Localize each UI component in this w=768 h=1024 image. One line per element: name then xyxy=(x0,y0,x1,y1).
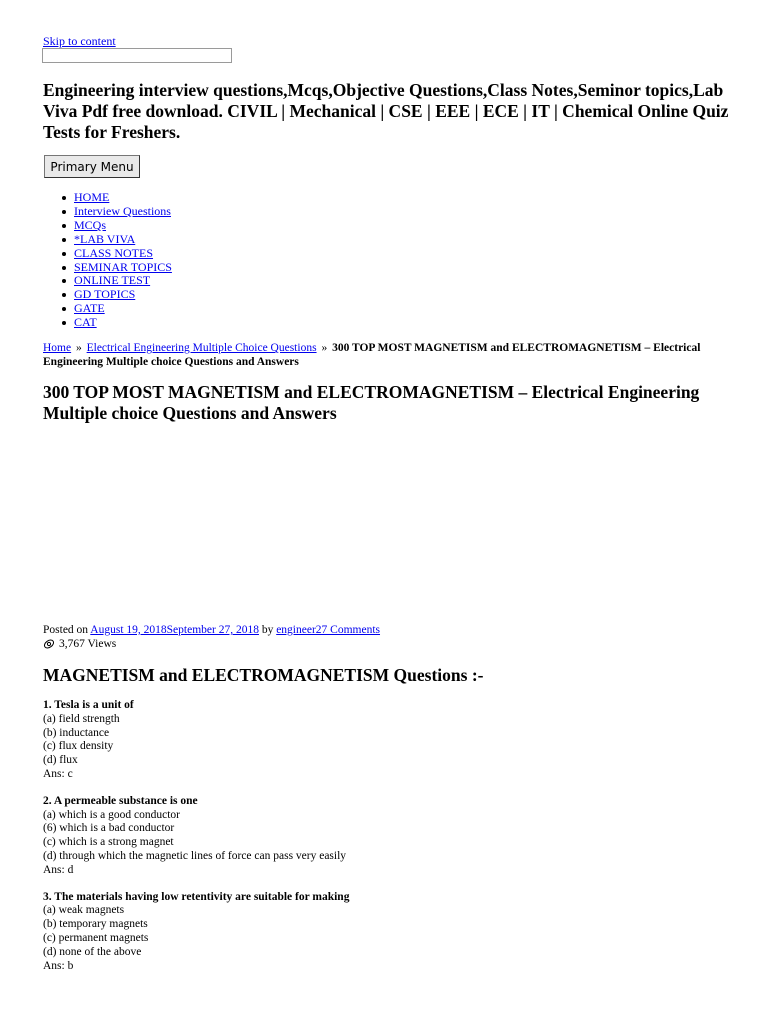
breadcrumb xyxy=(43,341,723,369)
answer: Ans: c xyxy=(43,767,73,780)
nav-link-online-test[interactable]: ONLINE TEST xyxy=(74,273,151,288)
search-input[interactable] xyxy=(42,48,232,63)
option-d: (d) none of the above xyxy=(43,945,142,958)
breadcrumb-separator: » xyxy=(321,342,328,354)
nav-item-cat xyxy=(74,316,172,330)
breadcrumb-category-link[interactable]: Electrical Engineering Multiple Choice Questions xyxy=(86,342,317,354)
skip-to-content-link[interactable]: Skip to content xyxy=(43,34,116,48)
option-c: (c) which is a strong magnet xyxy=(43,836,174,849)
primary-nav xyxy=(74,191,172,330)
nav-link-class-notes[interactable]: CLASS NOTES xyxy=(74,245,154,260)
nav-item-home xyxy=(74,191,172,205)
question-text: 2. A permeable substance is one xyxy=(43,794,198,807)
nav-link-interview-questions[interactable]: Interview Questions xyxy=(74,203,171,218)
option-c: (c) flux density xyxy=(43,740,114,753)
primary-menu-button[interactable]: Primary Menu xyxy=(44,155,140,178)
option-b: (b) temporary magnets xyxy=(43,918,148,931)
post-title: 300 TOP MOST MAGNETISM and ELECTROMAGNETISM – Electrical Engineering Multiple choice Questions and Answers xyxy=(43,382,700,423)
breadcrumb-separator: » xyxy=(75,342,82,354)
option-c: (c) permanent magnets xyxy=(43,931,149,944)
eye-icon xyxy=(43,638,55,650)
option-a: (a) which is a good conductor xyxy=(43,808,181,821)
option-b: (6) which is a bad conductor xyxy=(43,822,175,835)
nav-link-seminar-topics[interactable]: SEMINAR TOPICS xyxy=(74,259,172,274)
by-label: by xyxy=(261,624,274,636)
option-a: (a) weak magnets xyxy=(43,904,125,917)
option-a: (a) field strength xyxy=(43,712,120,725)
nav-item-class-notes xyxy=(74,247,172,261)
nav-link-mcqs[interactable]: MCQs xyxy=(74,217,107,232)
answer: Ans: b xyxy=(43,959,74,972)
answer: Ans: d xyxy=(43,863,74,876)
views-count: 3,767 Views xyxy=(59,638,117,650)
question-list xyxy=(43,699,723,986)
nav-item-mcqs xyxy=(74,219,172,233)
section-heading: MAGNETISM and ELECTROMAGNETISM Questions :- xyxy=(43,665,484,685)
nav-item-seminar-topics xyxy=(74,261,172,275)
question-text: 1. Tesla is a unit of xyxy=(43,699,134,711)
nav-link-cat[interactable]: CAT xyxy=(74,315,97,330)
site-title: Engineering interview questions,Mcqs,Objective Questions,Class Notes,Seminor topics,Lab Viva Pdf free download. CIVIL | Mechanical | CSE | EEE | ECE | IT | Chemical Online Quiz Tests for Freshers. xyxy=(43,80,729,142)
option-b: (b) inductance xyxy=(43,726,110,739)
nav-item-online-test xyxy=(74,274,172,288)
nav-item-gate xyxy=(74,302,172,316)
views-counter xyxy=(43,637,116,651)
question-item xyxy=(43,699,723,782)
post-date-link[interactable]: August 19, 2018September 27, 2018 xyxy=(90,624,259,636)
question-item xyxy=(43,795,723,878)
question-item xyxy=(43,891,723,974)
author-comments-link[interactable]: engineer27 Comments xyxy=(276,624,381,636)
nav-item-interview-questions xyxy=(74,205,172,219)
question-text: 3. The materials having low retentivity are suitable for making xyxy=(43,890,350,903)
nav-link-gd-topics[interactable]: GD TOPICS xyxy=(74,287,136,302)
option-d: (d) through which the magnetic lines of force can pass very easily xyxy=(43,849,347,862)
option-d: (d) flux xyxy=(43,754,78,767)
nav-link-gate[interactable]: GATE xyxy=(74,301,105,316)
nav-item-lab-viva xyxy=(74,233,172,247)
post-meta xyxy=(43,623,380,637)
nav-link-home[interactable]: HOME xyxy=(74,190,110,204)
posted-on-label: Posted on xyxy=(43,624,89,636)
breadcrumb-home-link[interactable]: Home xyxy=(43,342,72,354)
nav-link-lab-viva[interactable]: *LAB VIVA xyxy=(74,231,136,246)
nav-item-gd-topics xyxy=(74,288,172,302)
breadcrumb-current: 300 TOP MOST MAGNETISM and ELECTROMAGNETISM – Electrical Engineering Multiple choice Questions and Answers xyxy=(43,342,701,368)
